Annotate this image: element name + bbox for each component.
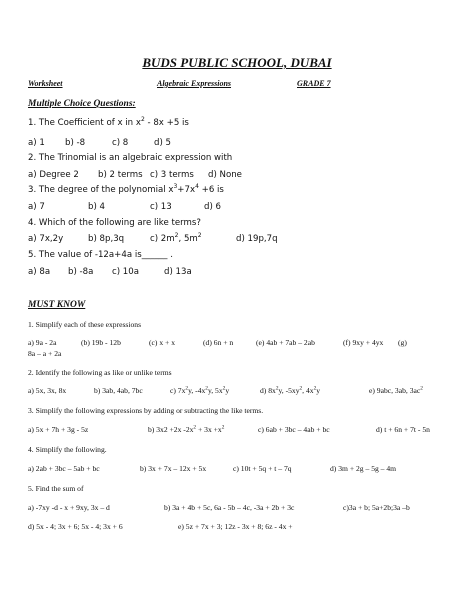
mcq-heading: Multiple Choice Questions: (28, 99, 136, 109)
exercise-4-prompt: 4. Simplify the following. (28, 445, 107, 454)
exercise-item: (d) 6n + n (203, 338, 234, 347)
mcq-question-3: 3. The degree of the polynomial $x^3+7x^4 +6$ is (28, 183, 224, 195)
exercise-item: d) 5x - 4; 3x + 6; 5x - 4; 3x + 6 (28, 522, 123, 531)
exercise-item: a) 9a - 2a (28, 338, 57, 347)
topic-label: Algebraic Expressions (157, 79, 232, 88)
exercise-4-items (28, 464, 458, 475)
mcq-question-4: 4. Which of the following are like terms? (28, 218, 201, 228)
mcq-options-1 (28, 138, 428, 150)
worksheet-label: Worksheet (28, 79, 63, 88)
exercise-item: a) 5x + 7h + 3g - 5z (28, 425, 89, 434)
exercise-item: e) 9abc, 3ab, $3ac^2$ (369, 385, 423, 395)
exercise-3-prompt: 3. Simplify the following expressions by adding or subtracting the like terms. (28, 406, 264, 415)
mcq-question-2: 2. The Trinomial is an algebraic expression with (28, 153, 233, 163)
option[interactable]: d) 13a (164, 267, 192, 277)
exercise-1-prompt: 1. Simplify each of these expressions (28, 320, 142, 329)
option[interactable]: b) 8p,3q (88, 234, 125, 244)
option[interactable]: c) 13 (150, 202, 172, 212)
option[interactable]: d) 19p,7q (236, 234, 278, 244)
mcq-options-3 (28, 202, 428, 214)
exercise-item: (g) (398, 338, 407, 347)
mcq-options-2 (28, 170, 428, 182)
exercise-item: b) 3a + 4b + 5c, 6a - 5b – 4c, -3a + 2b + 3c (164, 503, 295, 512)
option[interactable]: d) 5 (154, 138, 172, 148)
exercise-item: (e) 4ab + 7ab – 2ab (256, 338, 315, 347)
exercise-item: (c) x + x (149, 338, 175, 347)
exercise-1-continuation: 8a – a + 2a (28, 349, 62, 358)
exercise-2-prompt: 2. Identify the following as like or unlike terms (28, 368, 172, 377)
must-know-heading: MUST KNOW (28, 300, 86, 310)
mcq-question-1: 1. The Coefficient of x in $x^2 - 8x +5$ is (28, 116, 189, 128)
option[interactable]: b) -8a (68, 267, 94, 277)
option[interactable]: c) $2m^2$, $5m^2$ (150, 232, 202, 244)
exercise-item: c) 10t + 5q + t – 7q (233, 464, 292, 473)
exercise-item: a) 5x, 3x, 8x (28, 386, 67, 395)
option[interactable]: a) 7 (28, 202, 45, 212)
exercise-5-items-row1 (28, 503, 458, 514)
mcq-options-5 (28, 267, 428, 279)
option[interactable]: d) 6 (204, 202, 222, 212)
option[interactable]: c) 3 terms (150, 170, 194, 180)
exercise-item: (f) 9xy + 4yx (343, 338, 384, 347)
exercise-item: c)3a + b; 5a+2b;3a –b (343, 503, 410, 512)
exercise-1-items (28, 338, 448, 349)
exercise-2-items (28, 386, 458, 397)
mcq-options-4 (28, 234, 428, 246)
exercise-item: e) 5z + 7x + 3; 12z - 3x + 8; 6z - 4x + (178, 522, 293, 531)
option[interactable]: b) -8 (65, 138, 86, 148)
exercise-item: d) t + 6n + 7t - 5n (376, 425, 430, 434)
exercise-item: (b) 19b - 12b (81, 338, 121, 347)
exercise-item: a) -7xy -d - x + 9xy, 3x – d (28, 503, 110, 512)
option[interactable]: a) 8a (28, 267, 51, 277)
exercise-item: c) $7x^2y$, $-4x^2y$, $5x^2y$ (170, 385, 230, 395)
exercise-item: b) 3ab, 4ab, 7bc (94, 386, 143, 395)
grade-label: GRADE 7 (297, 79, 331, 88)
exercise-5-items-row2 (28, 522, 458, 533)
option[interactable]: c) 8 (112, 138, 129, 148)
option[interactable]: b) 2 terms (98, 170, 143, 180)
exercise-item: b) 3x + 7x – 12x + 5x (140, 464, 207, 473)
option[interactable]: a) Degree 2 (28, 170, 79, 180)
exercise-item: d) $8x^2y$, $-5xy^2$, $4x^2y$ (260, 385, 321, 395)
exercise-item: d) 3m + 2g – 5g – 4m (330, 464, 397, 473)
exercise-item: b) 3x2 +2x $-2x^2 + 3x +x^2$ (148, 424, 225, 434)
option[interactable]: a) 1 (28, 138, 45, 148)
option[interactable]: a) 7x,2y (28, 234, 64, 244)
mcq-question-5: 5. The value of -12a+4a is______ . (28, 250, 173, 260)
exercise-3-items (28, 425, 458, 436)
exercise-5-prompt: 5. Find the sum of (28, 484, 84, 493)
exercise-item: a) 2ab + 3bc – 5ab + bc (28, 464, 100, 473)
option[interactable]: b) 4 (88, 202, 106, 212)
school-title: BUDS PUBLIC SCHOOL, DUBAI (142, 55, 332, 70)
option[interactable]: d) None (208, 170, 242, 180)
option[interactable]: c) 10a (112, 267, 140, 277)
exercise-item: c) 6ab + 3bc – 4ab + bc (258, 425, 330, 434)
